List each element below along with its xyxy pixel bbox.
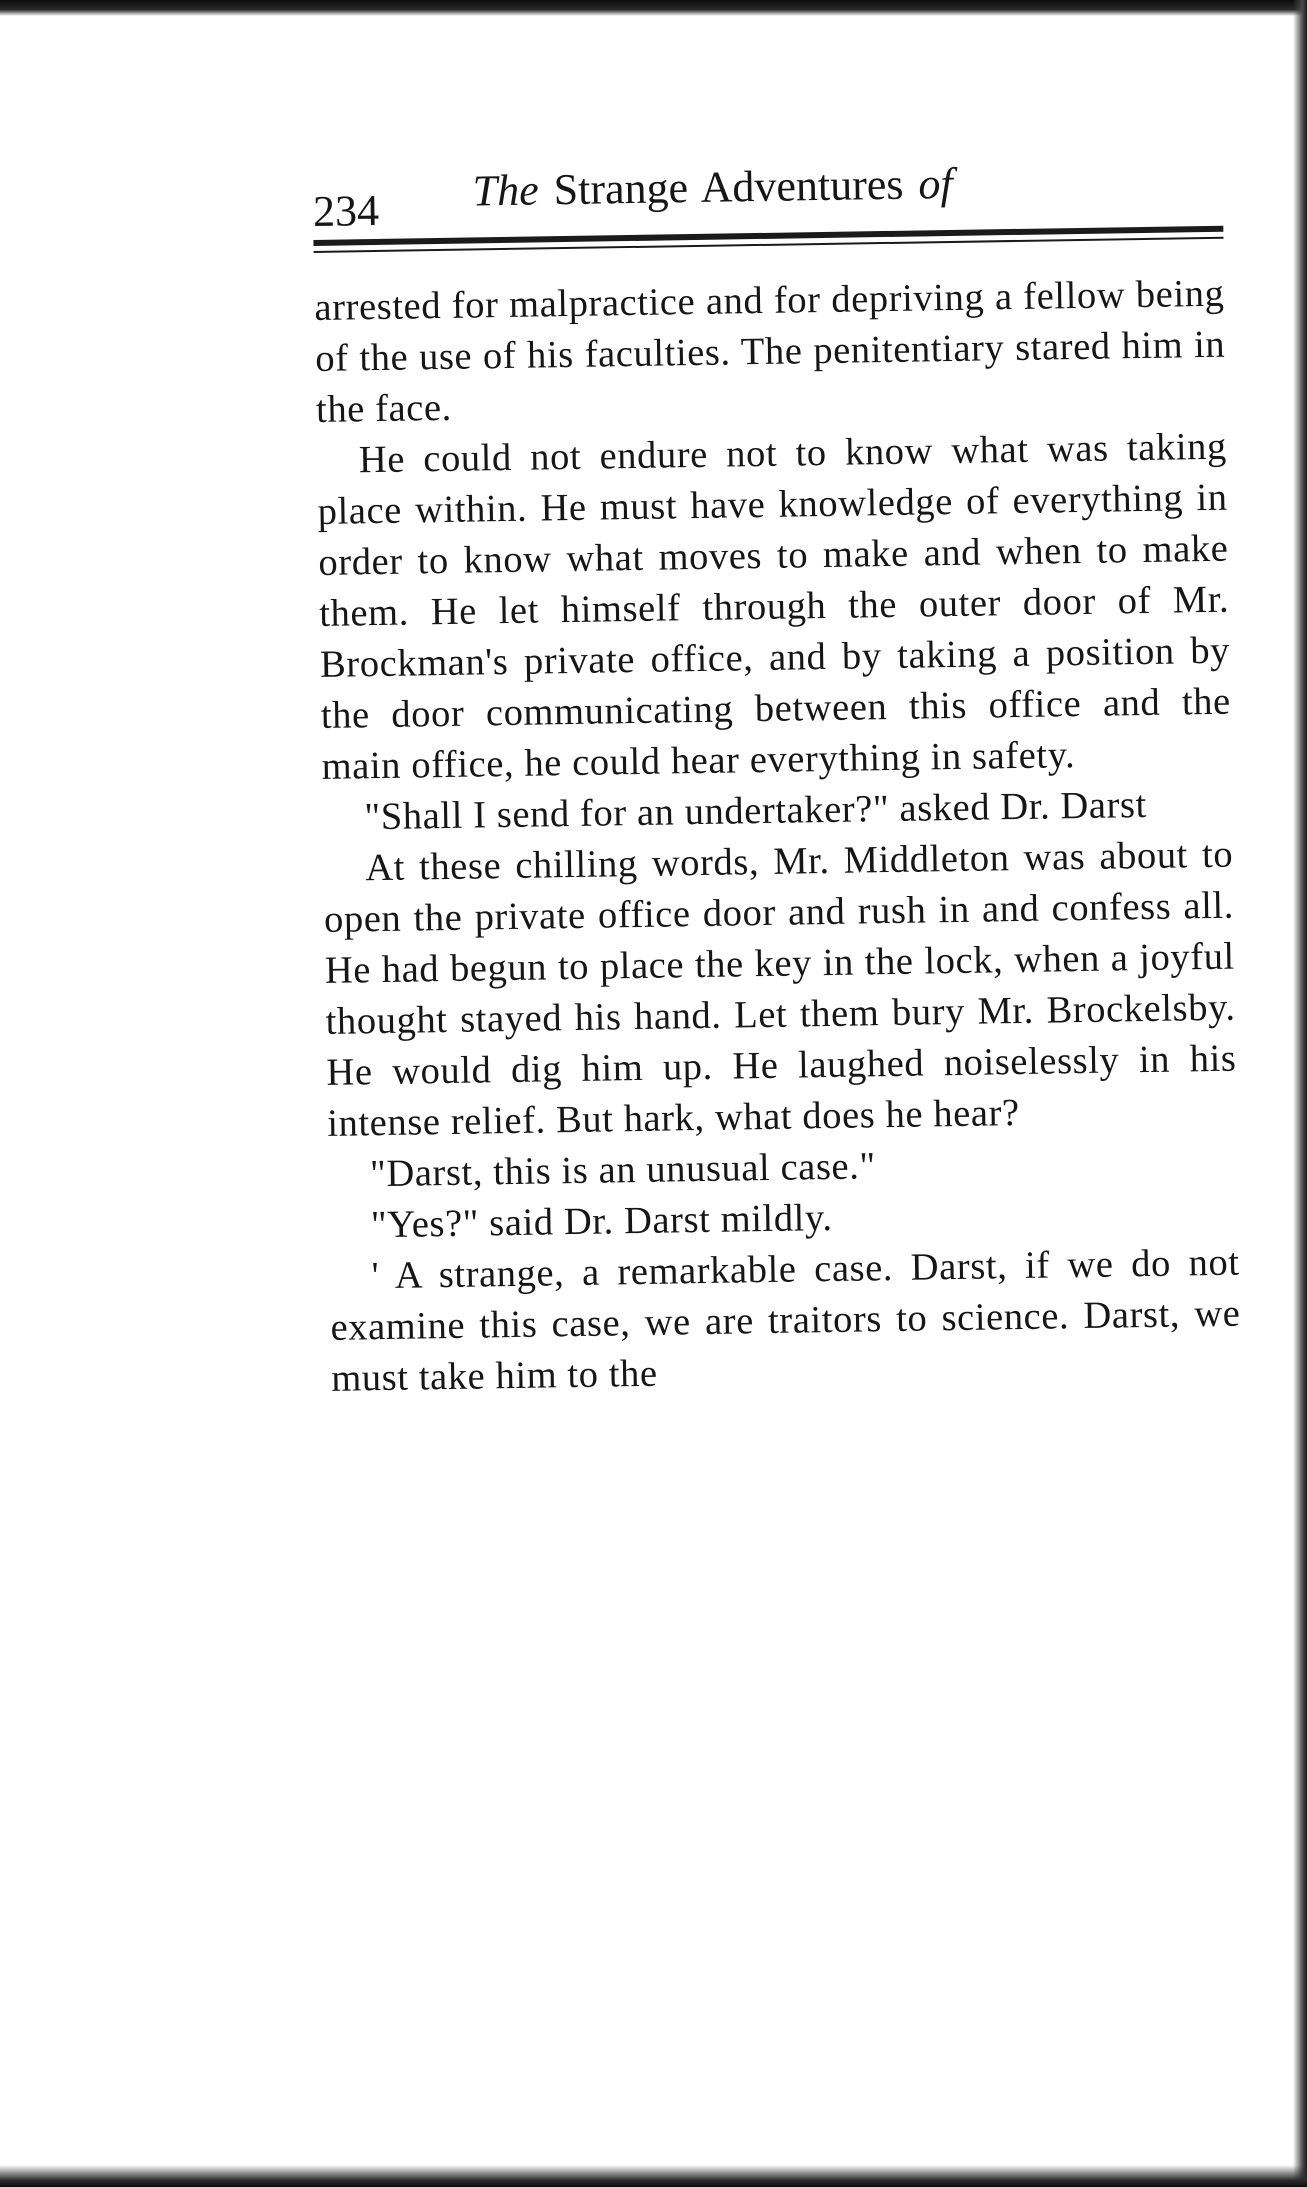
paragraph: "Darst, this is an unusual case." (369, 1145, 877, 1196)
running-head (312, 136, 1223, 240)
paragraph: "Yes?" said Dr. Darst mildly. (370, 1196, 833, 1247)
running-title-the: The (472, 165, 540, 216)
paragraph: ' A strange, a remarkable case. Darst, if we do not examine this case, we are traitors to science. Darst, we must take him to the (330, 1241, 1241, 1400)
scan-edge-right (1293, 0, 1307, 2187)
paragraph: arrested for malpractice and for depriving a fellow being of the use of his faculties. The penitentiary stared him in the face. (314, 272, 1226, 431)
running-title-main: Strange Adventures (553, 159, 904, 215)
page-number: 234 (312, 185, 380, 236)
paragraph: At these chilling words, Mr. Middleton was about to open the private office door and rush in and confess all. He had begun to place the key in the lock, when a joyful thought stayed his hand. Let them bury Mr. Brockelsby. He would dig him up. He laughed noiselessly in his intense relief. But hark, what does he hear? (323, 833, 1237, 1145)
body-text (314, 269, 1242, 1405)
running-title-of: of (918, 158, 954, 209)
scan-edge-top (0, 0, 1307, 16)
scan-edge-bottom (0, 2165, 1307, 2187)
paragraph: He could not endure not to know what was taking place within. He must have knowledge of everything in order to know what moves to make and when to make them. He let himself through the outer door of Mr. Brockman's private office, and by taking a position by the door communicating between this office and the main office, he could hear everything in safety. (317, 425, 1232, 788)
running-title (472, 158, 953, 217)
book-page (312, 136, 1242, 1405)
paragraph: "Shall I send for an undertaker?" asked Dr. Darst (364, 783, 1148, 839)
